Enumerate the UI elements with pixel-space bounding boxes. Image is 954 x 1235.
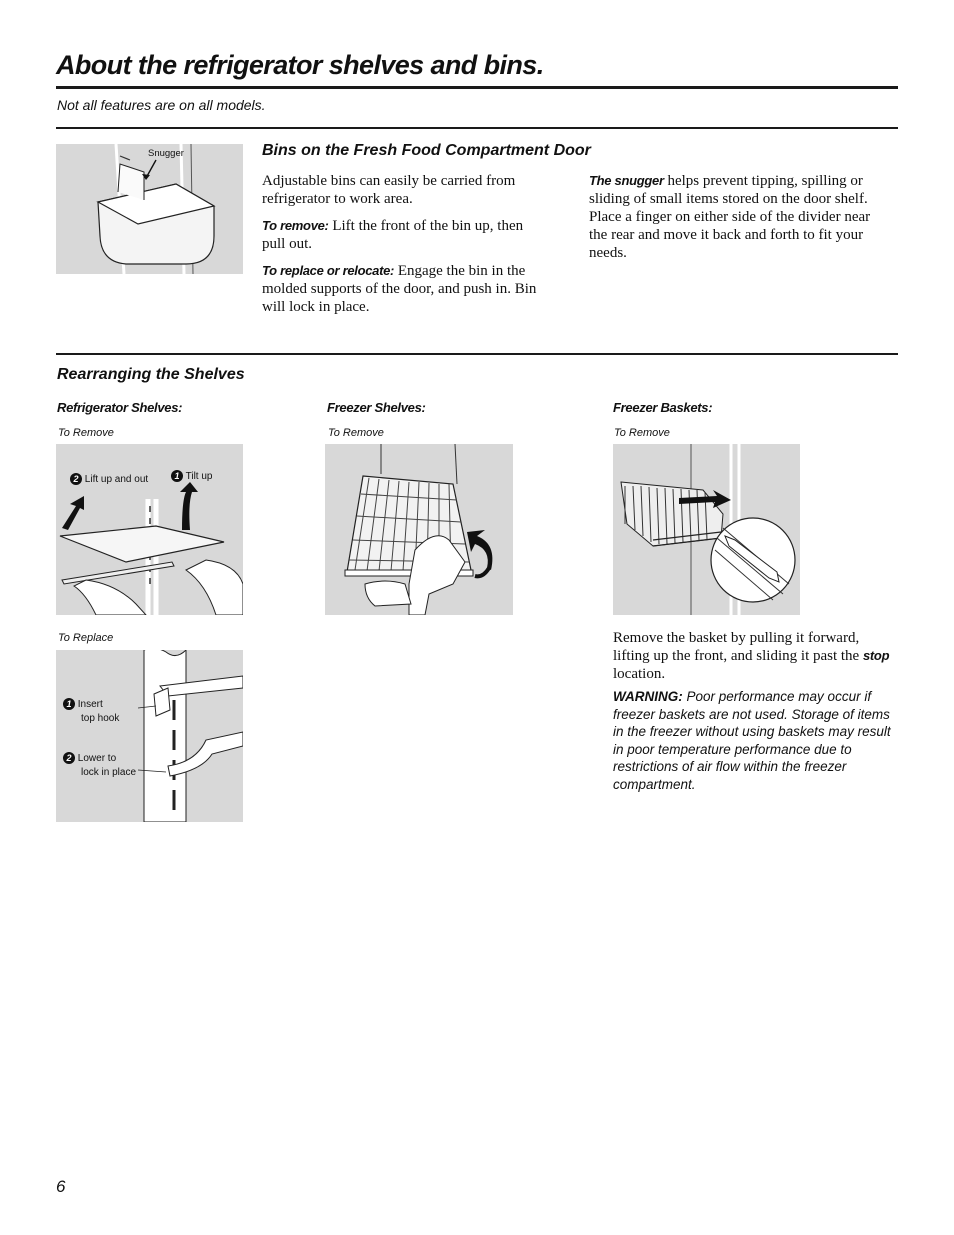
page-number: 6 [56,1177,66,1196]
replace-step-1-number: 1 [63,698,75,710]
freezer-shelves-heading: Freezer Shelves: [327,400,426,415]
section-divider [56,127,898,129]
refrigerator-shelves-heading: Refrigerator Shelves: [57,400,183,415]
step-2-callout [70,473,148,485]
replace-step-2-line1: Lower to [77,753,117,764]
snugger-paragraph [589,172,889,262]
bins-intro: Adjustable bins can easily be carried from refrigerator to work area. [262,173,516,207]
page-subtitle: Not all features are on all models. [57,97,266,113]
step-1-number: 1 [171,470,183,482]
refrigerator-shelf-remove-illustration [56,444,243,615]
remove-lead: To remove: [262,218,329,233]
freezer-baskets-remove-caption: To Remove [614,427,670,439]
bins-remove-paragraph [262,217,547,253]
warning-lead: WARNING: [613,689,683,704]
baskets-body-post: location. [613,666,666,682]
refrigerator-shelf-replace-drawing [56,650,243,822]
step-1-label: Tilt up [185,471,213,482]
baskets-body-pre: Remove the basket by pulling it forward, lifting up the front, and sliding it past the [613,630,863,664]
freezer-basket-remove-drawing [613,444,800,615]
title-rule [56,86,898,89]
step-2-label: Lift up and out [84,474,149,485]
remove-text: Lift the front of the bin up, then pull out. [262,218,524,252]
snugger-label: Snugger [148,148,184,159]
warning-text: Poor performance may occur if freezer baskets are not used. Storage of items in the freezer without using baskets may result in poor temperature performance due to restrictions of air flow within the freezer compartment. [613,689,891,792]
step-1-callout [171,470,212,482]
replace-step-2-line2: lock in place [81,767,137,778]
freezer-basket-remove-illustration [613,444,800,615]
replace-step-2-callout [63,752,136,780]
freezer-shelves-remove-caption: To Remove [328,427,384,439]
refrigerator-shelf-replace-illustration [56,650,243,822]
door-bin-drawing [56,144,243,274]
snugger-lead: The snugger [589,173,664,188]
replace-step-1-line1: Insert [77,699,103,710]
baskets-stop-word: stop [862,648,890,663]
freezer-baskets-warning [613,688,898,793]
refrigerator-replace-caption: To Replace [58,632,114,644]
replace-step-1-callout [63,698,119,726]
door-bin-illustration [56,144,243,274]
page-title: About the refrigerator shelves and bins. [56,50,544,80]
freezer-shelf-remove-drawing [325,444,513,615]
refrigerator-remove-caption: To Remove [58,427,114,439]
bins-heading: Bins on the Fresh Food Compartment Door [262,142,591,159]
bins-replace-paragraph [262,262,547,316]
freezer-baskets-heading: Freezer Baskets: [613,400,713,415]
replace-step-2-number: 2 [63,752,75,764]
freezer-shelf-remove-illustration [325,444,513,615]
freezer-baskets-instructions [613,629,898,683]
snugger-text: helps prevent tipping, spilling or sliding of small items stored on the door shelf. Place a finger on either side of the divider near the rear and move it back and forth to fit your needs. [589,173,871,261]
section-divider [56,353,898,355]
shelves-heading: Rearranging the Shelves [57,366,245,383]
replace-step-1-line2: top hook [81,713,120,724]
refrigerator-shelf-remove-drawing [56,444,243,615]
replace-text: Engage the bin in the molded supports of the door, and push in. Bin will lock in place. [262,263,537,315]
step-2-number: 2 [70,473,82,485]
replace-lead: To replace or relocate: [262,263,395,278]
